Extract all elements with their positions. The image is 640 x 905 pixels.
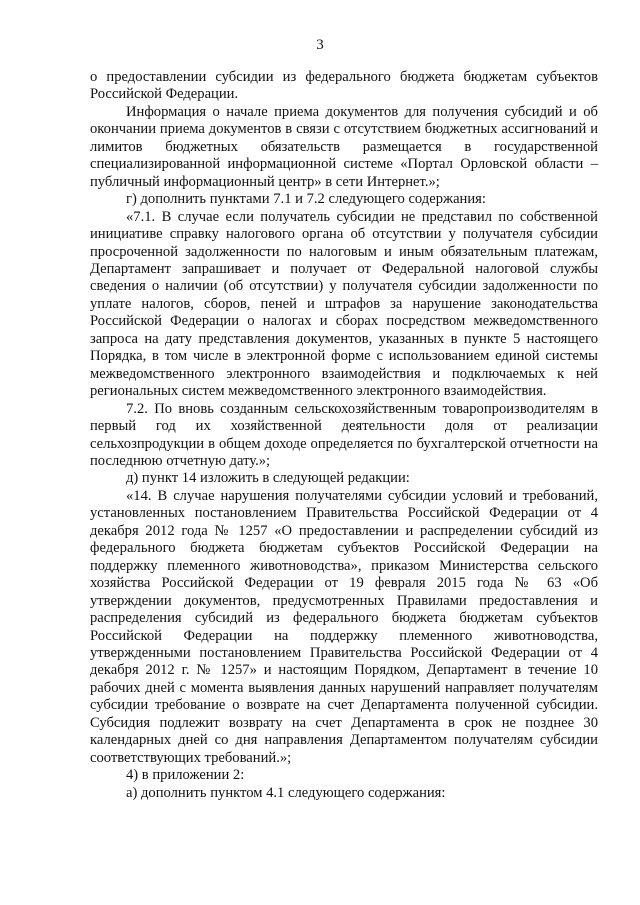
paragraph-clause-7-1: «7.1. В случае если получатель субсидии не представил по собственной инициативе справку налогового органа об отсутствии у получателя субсидии просроченной задолженности по налоговым и иным обязательным платежам, Департамент запрашивает и получает от Федеральной налоговой службы сведения о наличии (об отсутствии) у получателя субсидии задолженности по уплате налогов, сборов, пеней и штрафов за нарушение законодательства Российской Федерации о налогах и сборах посредством межведомственного запроса на дату представления документов, указанных в пункте 5 настоящего Порядка, в том числе в электронной форме с использованием единой системы межведомственного электронного взаимодействия и подключаемых к ней региональных систем межведомственного электронного взаимодействия.	[90, 208, 598, 400]
paragraph-information-notice: Информация о начале приема документов для получения субсидий и об окончании приема документов в связи с отсутствием бюджетных ассигнований и лимитов бюджетных обязательств размещается в государственной специализированной информационной системе «Портал Орловской области – публичный информационный центр» в сети Интернет.»;	[90, 103, 598, 190]
document-body	[90, 69, 598, 802]
paragraph-item-a: а) дополнить пунктом 4.1 следующего содержания:	[126, 784, 446, 801]
paragraph-clause-7-2: 7.2. По вновь созданным сельскохозяйственным товаропроизводителям в первый год их хозяйственной деятельности доля от реализации сельхозпродукции в общем доходе определяется по бухгалтерской отчетности на последнюю отчетную дату.»;	[90, 400, 598, 469]
page-number: 3	[316, 37, 324, 53]
paragraph-item-4: 4) в приложении 2:	[126, 767, 245, 784]
paragraph-item-g: г) дополнить пунктами 7.1 и 7.2 следующего содержания:	[126, 191, 486, 208]
paragraph-subsidy-intro: о предоставлении субсидии из федерального бюджета бюджетам субъектов Российской Федерации.	[90, 69, 598, 103]
paragraph-item-d: д) пункт 14 изложить в следующей редакции:	[126, 470, 410, 487]
paragraph-clause-14: «14. В случае нарушения получателями субсидии условий и требований, установленных постановлением Правительства Российской Федерации от 4 декабря 2012 года № 1257 «О предоставлении и распределении субсидий из федерального бюджета бюджетам субъектов Российской Федерации на поддержку племенного животноводства», приказом Министерства сельского хозяйства Российской Федерации от 19 февраля 2015 года № 63 «Об утверждении документов, предусмотренных Правилами предоставления и распределения субсидий из федерального бюджета бюджетам субъектов Российской Федерации на поддержку племенного животноводства, утвержденными постановлением Правительства Российской Федерации от 4 декабря 2012 г. № 1257» и настоящим Порядком, Департамент в течение 10 рабочих дней с момента выявления данных нарушений направляет получателям субсидии требование о возврате на счет Департамента полученной субсидии. Субсидия подлежит возврату на счет Департамента в срок не позднее 30 календарных дней со дня направления Департаментом получателям субсидии соответствующих требований.»;	[90, 487, 598, 766]
